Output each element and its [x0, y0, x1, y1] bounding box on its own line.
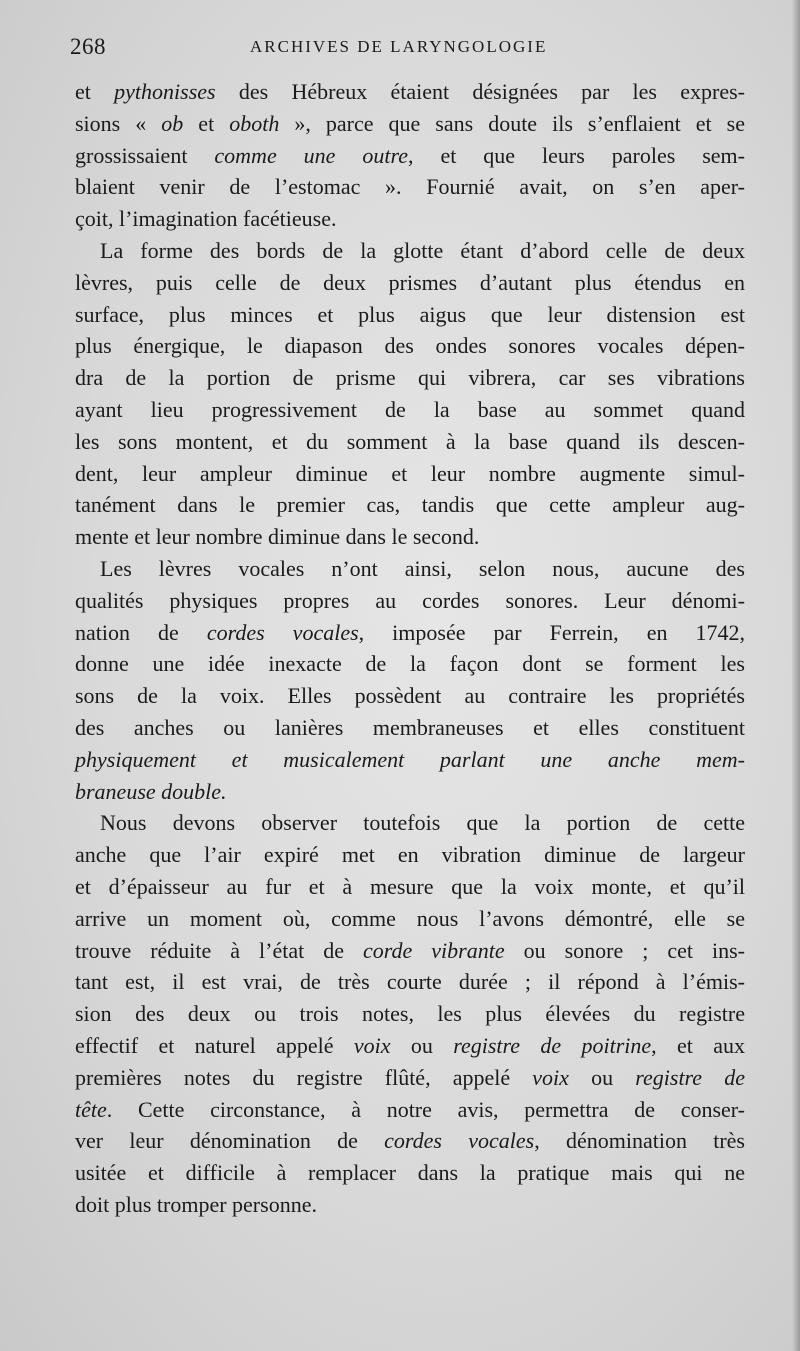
text-run: et d’épaisseur au fur et à mesure que la voix monte, et qu’il [75, 873, 745, 899]
text-run: des Hébreux étaient désignées par les expres- [215, 79, 745, 104]
italic-text: registre de poitrine [453, 1032, 652, 1058]
text-run: », parce que sans doute ils s’enflaient et se [279, 110, 745, 136]
text-run: mente et leur nombre diminue dans le second. [75, 524, 480, 550]
text-line [75, 712, 745, 744]
text-line [75, 680, 745, 712]
text-run: surface, plus minces et plus aigus que leur distension est [75, 301, 745, 327]
text-line [75, 998, 745, 1030]
italic-text: voix [532, 1064, 569, 1090]
text-run: , imposée par Ferrein, en 1742, [358, 619, 745, 645]
text-run: , et que leurs paroles sem- [408, 142, 745, 168]
italic-text: ob [161, 110, 184, 136]
text-run: qualités physiques propres au cordes sonores. Leur dénomi- [75, 587, 745, 613]
page-edge [792, 0, 800, 1351]
paragraph [75, 553, 745, 807]
text-line [75, 744, 745, 776]
text-line [75, 521, 745, 553]
text-run: sion des deux ou trois notes, les plus élevées du registre [75, 1001, 745, 1027]
italic-text: oboth [229, 110, 280, 136]
page-header [70, 34, 745, 64]
text-run: et [183, 110, 230, 136]
italic-text: pythonisses [114, 79, 216, 104]
text-line [75, 585, 745, 617]
text-line [75, 776, 745, 808]
paragraph [75, 235, 745, 553]
text-run: grossissaient [75, 142, 215, 168]
text-run: sions « [75, 110, 162, 136]
italic-text: corde vibrante [363, 937, 505, 963]
text-run: trouve réduite à l’état de [75, 937, 363, 963]
page-number: 268 [70, 34, 106, 59]
text-line [75, 617, 745, 649]
text-run: , et aux [651, 1032, 745, 1058]
text-run: ou [568, 1064, 636, 1090]
text-line [75, 76, 745, 108]
running-head: ARCHIVES DE LARYNGOLOGIE [250, 37, 548, 56]
text-run: les sons montent, et du somment à la base quand ils descen- [75, 428, 745, 454]
body-text [75, 76, 745, 1221]
text-line [75, 1189, 745, 1221]
paragraph [75, 76, 745, 235]
text-line [75, 1062, 745, 1094]
text-run: Nous devons observer toutefois que la portion de cette [100, 810, 745, 836]
text-run: blaient venir de l’estomac ». Fournié avait, on s’en aper- [75, 174, 745, 200]
italic-text: comme une outre [214, 142, 409, 168]
text-run: tant est, il est vrai, de très courte durée ; il répond à l’émis- [75, 969, 745, 995]
text-run: premières notes du registre flûté, appelé [75, 1064, 533, 1090]
text-line [75, 871, 745, 903]
italic-text: cordes vocales [384, 1128, 535, 1154]
text-run: Les lèvres vocales n’ont ainsi, selon nous, aucune des [100, 555, 745, 581]
text-line [75, 648, 745, 680]
text-line [75, 458, 745, 490]
text-line [75, 553, 745, 585]
text-run: dra de la portion de prisme qui vibrera, car ses vibrations [75, 365, 745, 391]
text-run: sons de la voix. Elles possèdent au contraire les propriétés [75, 683, 745, 709]
text-run: ver leur dénomination de [75, 1128, 385, 1154]
italic-text: cordes vocales [206, 619, 359, 645]
text-line [75, 935, 745, 967]
italic-text: registre de [635, 1064, 745, 1090]
italic-text: voix [353, 1032, 391, 1058]
text-run: arrive un moment où, comme nous l’avons démontré, elle se [75, 905, 745, 931]
text-line [75, 839, 745, 871]
italic-text: tête [75, 1096, 107, 1122]
italic-text: physiquement et musicalement parlant une anche mem- [75, 746, 745, 772]
text-line [75, 171, 745, 203]
text-run: des anches ou lanières membraneuses et elles constituent [75, 714, 745, 740]
text-line [75, 807, 745, 839]
text-run: dent, leur ampleur diminue et leur nombre augmente simul- [75, 460, 745, 486]
text-line [75, 330, 745, 362]
text-line [75, 489, 745, 521]
text-run: çoit, l’imagination facétieuse. [75, 206, 337, 232]
text-line [75, 1094, 745, 1126]
text-line [75, 1157, 745, 1189]
text-run: usitée et difficile à remplacer dans la pratique mais qui ne [75, 1160, 745, 1186]
text-run: effectif et naturel appelé [75, 1032, 354, 1058]
text-line [75, 394, 745, 426]
paragraph [75, 807, 745, 1220]
text-run: doit plus tromper personne. [75, 1191, 317, 1217]
text-line [75, 267, 745, 299]
text-line [75, 903, 745, 935]
text-line [75, 235, 745, 267]
text-run: tanément dans le premier cas, tandis que cette ampleur aug- [75, 492, 745, 518]
text-run: anche que l’air expiré met en vibration diminue de largeur [75, 842, 745, 868]
text-run: , dénomination très [534, 1128, 745, 1154]
italic-text: braneuse double. [75, 778, 227, 804]
text-line [75, 299, 745, 331]
text-run: lèvres, puis celle de deux prismes d’autant plus étendus en [75, 269, 745, 295]
text-run: nation de [75, 619, 207, 645]
text-run: ou [390, 1032, 454, 1058]
text-line [75, 203, 745, 235]
text-line [75, 966, 745, 998]
text-run: ou sonore ; cet ins- [504, 937, 745, 963]
text-line [75, 426, 745, 458]
text-run: . Cette circonstance, à notre avis, permettra de conser- [106, 1096, 745, 1122]
text-run: ayant lieu progressivement de la base au sommet quand [75, 396, 745, 422]
text-line [75, 1125, 745, 1157]
text-line [75, 1030, 745, 1062]
text-run: et [75, 79, 115, 104]
text-run: donne une idée inexacte de la façon dont se forment les [75, 651, 745, 677]
text-run: plus énergique, le diapason des ondes sonores vocales dépen- [75, 333, 745, 359]
text-run: La forme des bords de la glotte étant d’abord celle de deux [100, 237, 745, 263]
text-line [75, 362, 745, 394]
text-line [75, 140, 745, 172]
text-line [75, 108, 745, 140]
